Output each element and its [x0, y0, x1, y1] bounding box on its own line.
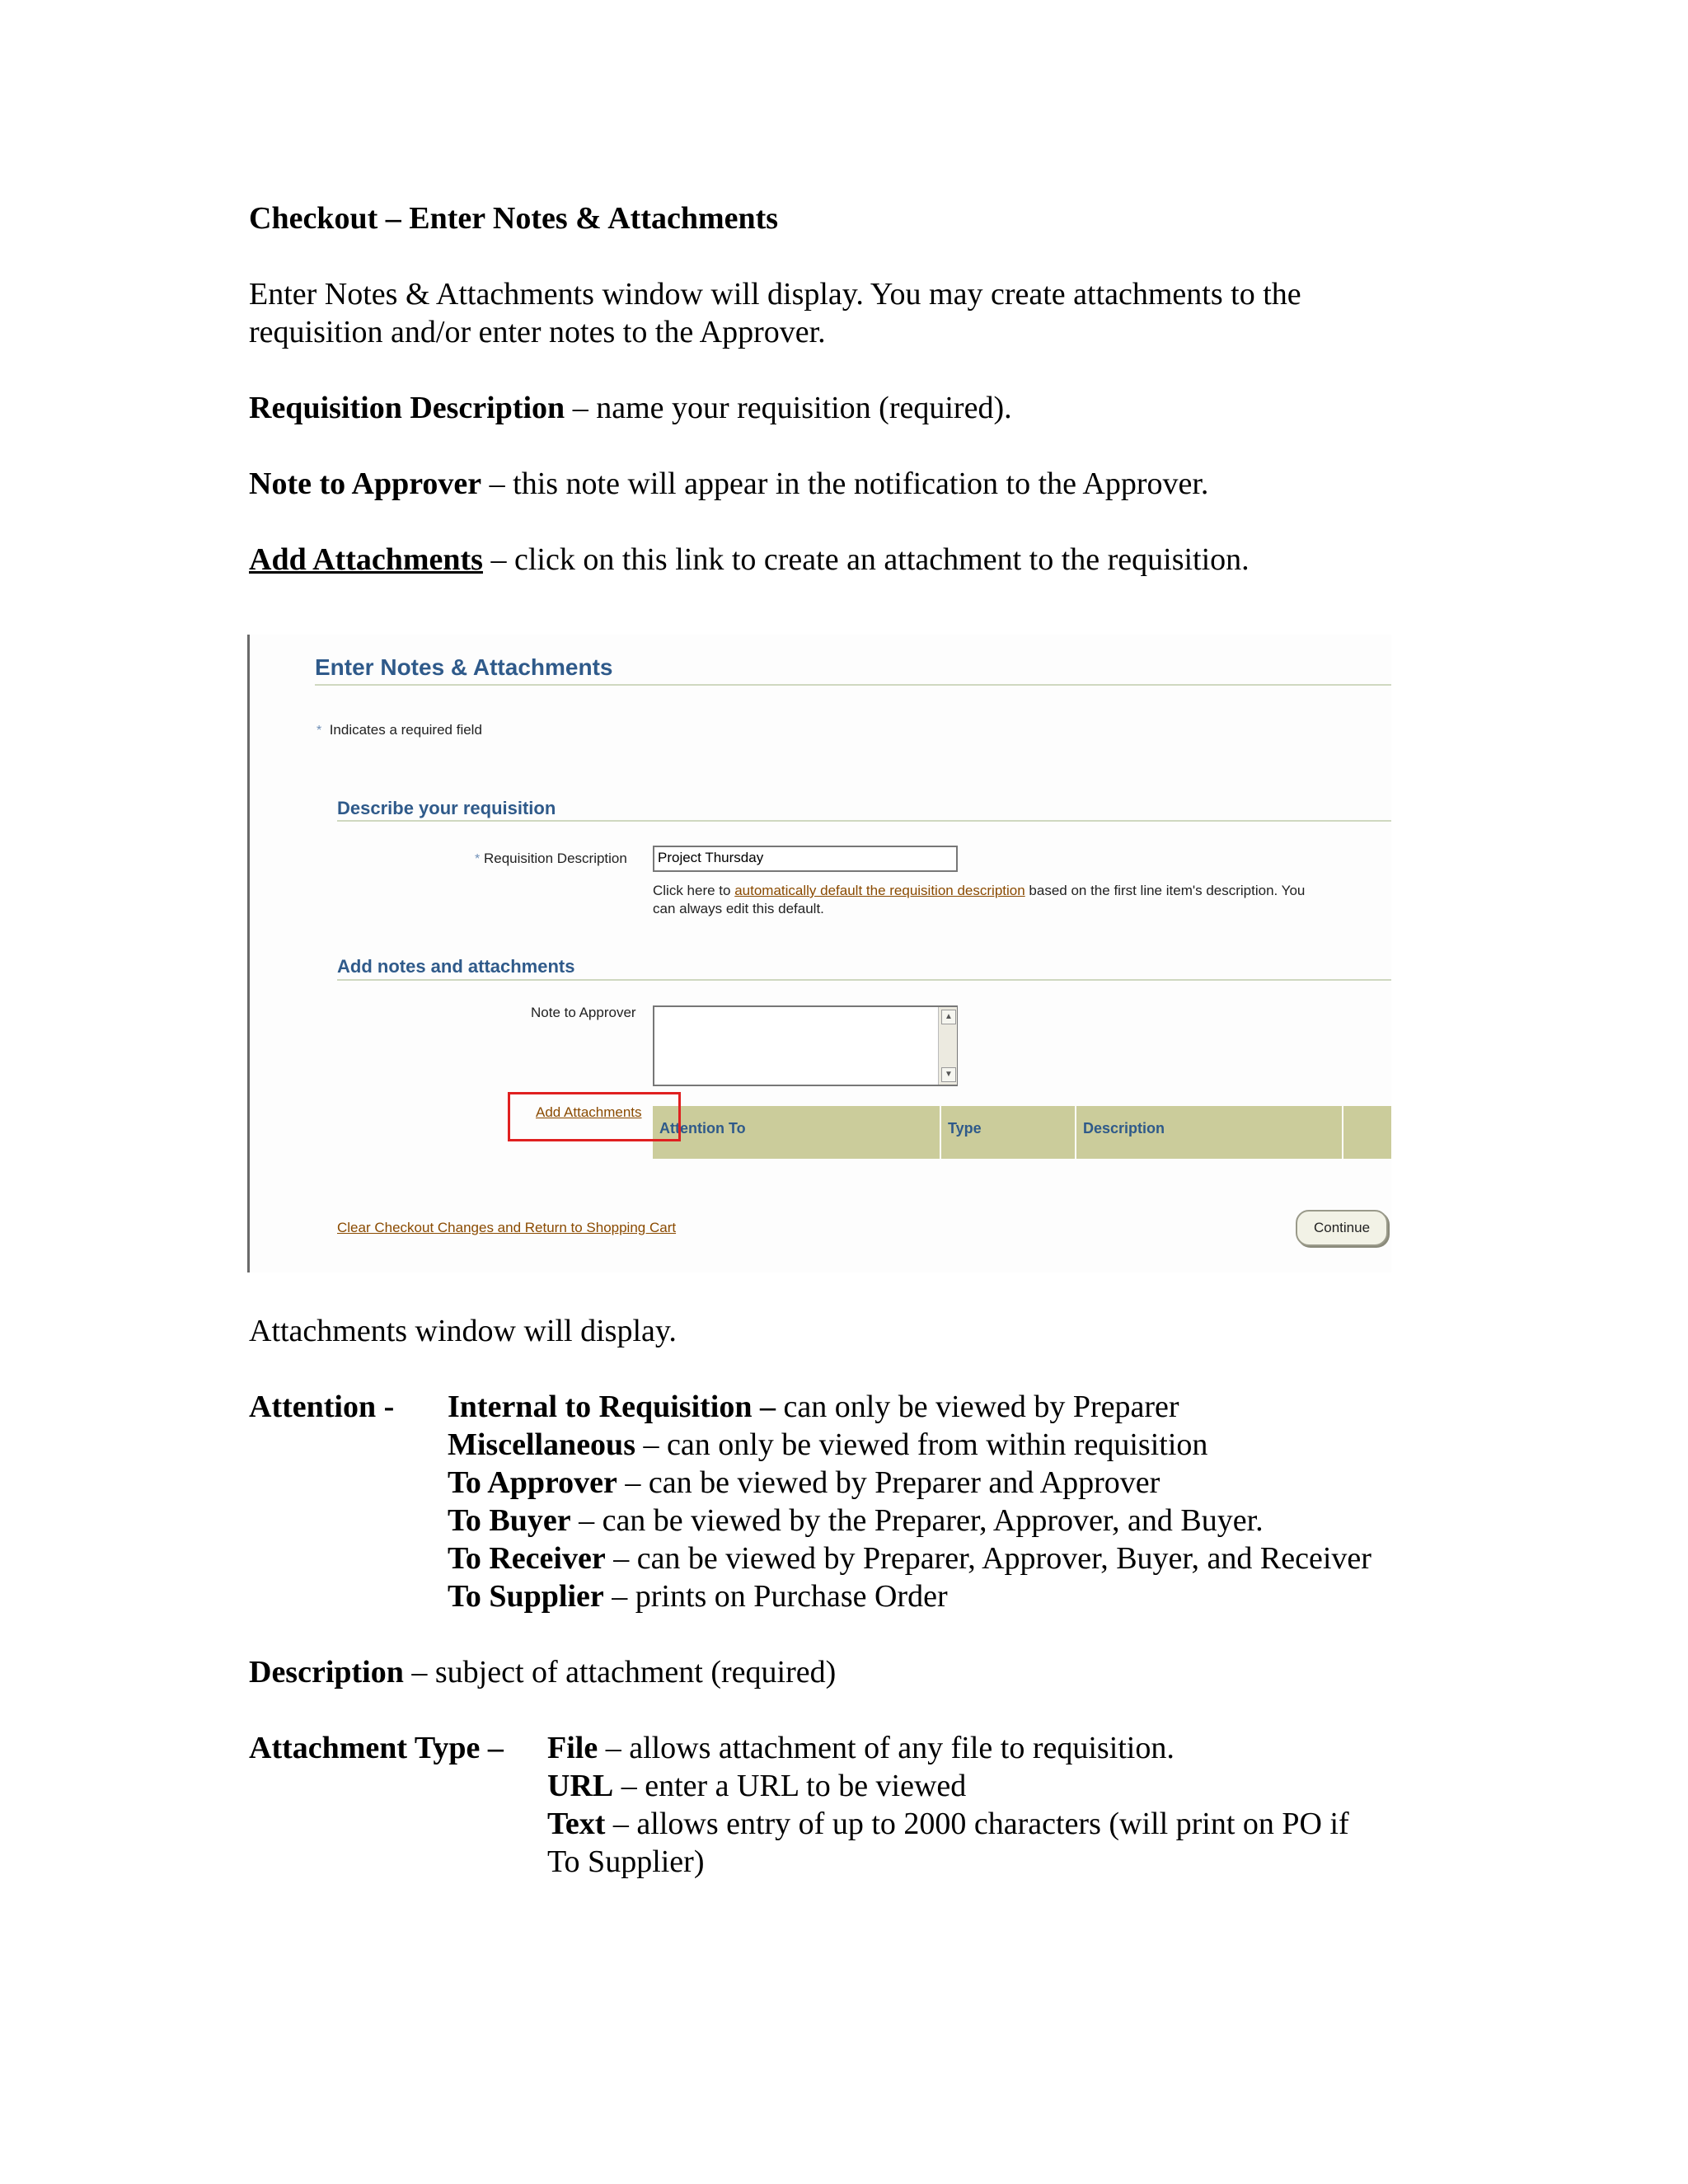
clear-checkout-link[interactable]: Clear Checkout Changes and Return to Shopping Cart	[337, 1220, 677, 1235]
item-term: Text	[547, 1807, 606, 1841]
def-text: – click on this link to create an attachment to the requisition.	[482, 542, 1250, 577]
intro-line-1: Enter Notes & Attachments window will display. You may create attachments to the	[249, 277, 1301, 312]
section-notes-heading: Add notes and attachments	[337, 956, 575, 977]
item-text: – allows entry of up to 2000 characters (will print on PO if	[605, 1807, 1349, 1841]
required-star-icon: *	[475, 852, 481, 866]
list-item	[448, 1502, 1486, 1540]
list-item-continuation: To Supplier)	[547, 1844, 705, 1879]
item-text: – can be viewed by the Preparer, Approver, and Buyer.	[570, 1503, 1264, 1538]
required-hint	[316, 722, 482, 738]
scroll-down-arrow-icon[interactable]: ▼	[941, 1067, 956, 1082]
attachment-type-list	[547, 1729, 1487, 1881]
item-text: – can be viewed by Preparer, Approver, Buyer, and Receiver	[605, 1541, 1372, 1576]
attention-list	[448, 1388, 1486, 1615]
attachment-type-label: Attachment Type –	[249, 1731, 504, 1765]
item-term: To Buyer	[448, 1503, 571, 1538]
requisition-description-label	[475, 851, 627, 867]
list-item	[448, 1577, 1486, 1615]
def-term: Add Attachments	[249, 542, 483, 577]
table-header-type: Type	[941, 1106, 1075, 1159]
required-star-icon: *	[316, 724, 322, 738]
hint-text: based on the first line item's description. You	[1025, 883, 1306, 898]
item-text: – allows attachment of any file to requisition.	[598, 1731, 1175, 1765]
item-text: – can be viewed by Preparer and Approver	[617, 1465, 1160, 1500]
divider	[337, 979, 1391, 981]
attention-label: Attention -	[249, 1390, 395, 1424]
def-text: – subject of attachment (required)	[403, 1655, 837, 1690]
item-term: File	[547, 1731, 598, 1765]
def-note-to-approver	[249, 465, 1444, 503]
def-term: Note to Approver	[249, 466, 482, 501]
list-item	[448, 1540, 1486, 1577]
item-term: Miscellaneous	[448, 1427, 635, 1462]
item-term: URL	[547, 1769, 614, 1803]
list-item	[448, 1464, 1486, 1502]
item-term: To Supplier	[448, 1579, 604, 1614]
item-text: – enter a URL to be viewed	[613, 1769, 967, 1803]
def-text: – this note will appear in the notification to the Approver.	[481, 466, 1209, 501]
hint-text: Click here to	[653, 883, 735, 898]
highlight-box	[508, 1092, 681, 1141]
item-term: Internal to Requisition –	[448, 1390, 776, 1424]
note-to-approver-textarea[interactable]	[653, 1005, 958, 1086]
item-term: To Receiver	[448, 1541, 606, 1576]
list-item	[547, 1767, 1487, 1805]
def-add-attachments	[249, 541, 1444, 579]
screenshot-left-border	[247, 635, 250, 1272]
divider	[337, 820, 1391, 822]
required-hint-text: Indicates a required field	[329, 722, 482, 738]
note-to-approver-label: Note to Approver	[531, 1005, 636, 1020]
def-term: Description	[249, 1655, 404, 1690]
page-title: Checkout – Enter Notes & Attachments	[249, 201, 779, 236]
default-description-link[interactable]: automatically default the requisition description	[734, 883, 1025, 898]
textarea-scrollbar[interactable]	[938, 1007, 957, 1085]
list-item	[547, 1805, 1487, 1843]
req-label-text: Requisition Description	[483, 851, 627, 866]
def-requisition-description	[249, 389, 1444, 427]
scroll-up-arrow-icon[interactable]: ▲	[941, 1010, 956, 1024]
def-description	[249, 1653, 1444, 1691]
add-attachments-link[interactable]: Add Attachments	[536, 1104, 642, 1120]
embedded-screenshot	[247, 635, 1391, 1272]
requisition-description-input[interactable]: Project Thursday	[653, 846, 958, 872]
default-description-hint	[653, 882, 1395, 918]
intro-paragraph	[249, 275, 1444, 351]
table-header-extra	[1343, 1106, 1391, 1159]
def-term: Requisition Description	[249, 391, 565, 425]
list-item	[448, 1426, 1486, 1464]
def-text: – name your requisition (required).	[565, 391, 1012, 425]
list-item	[448, 1388, 1486, 1426]
divider	[315, 684, 1391, 686]
section-describe-heading: Describe your requisition	[337, 798, 556, 818]
table-header-attention-to: Attention To	[653, 1106, 940, 1159]
item-text: – can only be viewed from within requisition	[635, 1427, 1208, 1462]
hint-text: can always edit this default.	[653, 901, 824, 916]
item-text: – prints on Purchase Order	[603, 1579, 948, 1614]
list-item	[547, 1729, 1487, 1767]
attachments-window-text: Attachments window will display.	[249, 1314, 677, 1348]
item-text: can only be viewed by Preparer	[775, 1390, 1179, 1424]
continue-button[interactable]: Continue	[1296, 1210, 1388, 1246]
intro-line-2: requisition and/or enter notes to the Approver.	[249, 315, 826, 349]
screenshot-title: Enter Notes & Attachments	[315, 654, 613, 680]
item-term: To Approver	[448, 1465, 617, 1500]
table-header-description: Description	[1076, 1106, 1342, 1159]
